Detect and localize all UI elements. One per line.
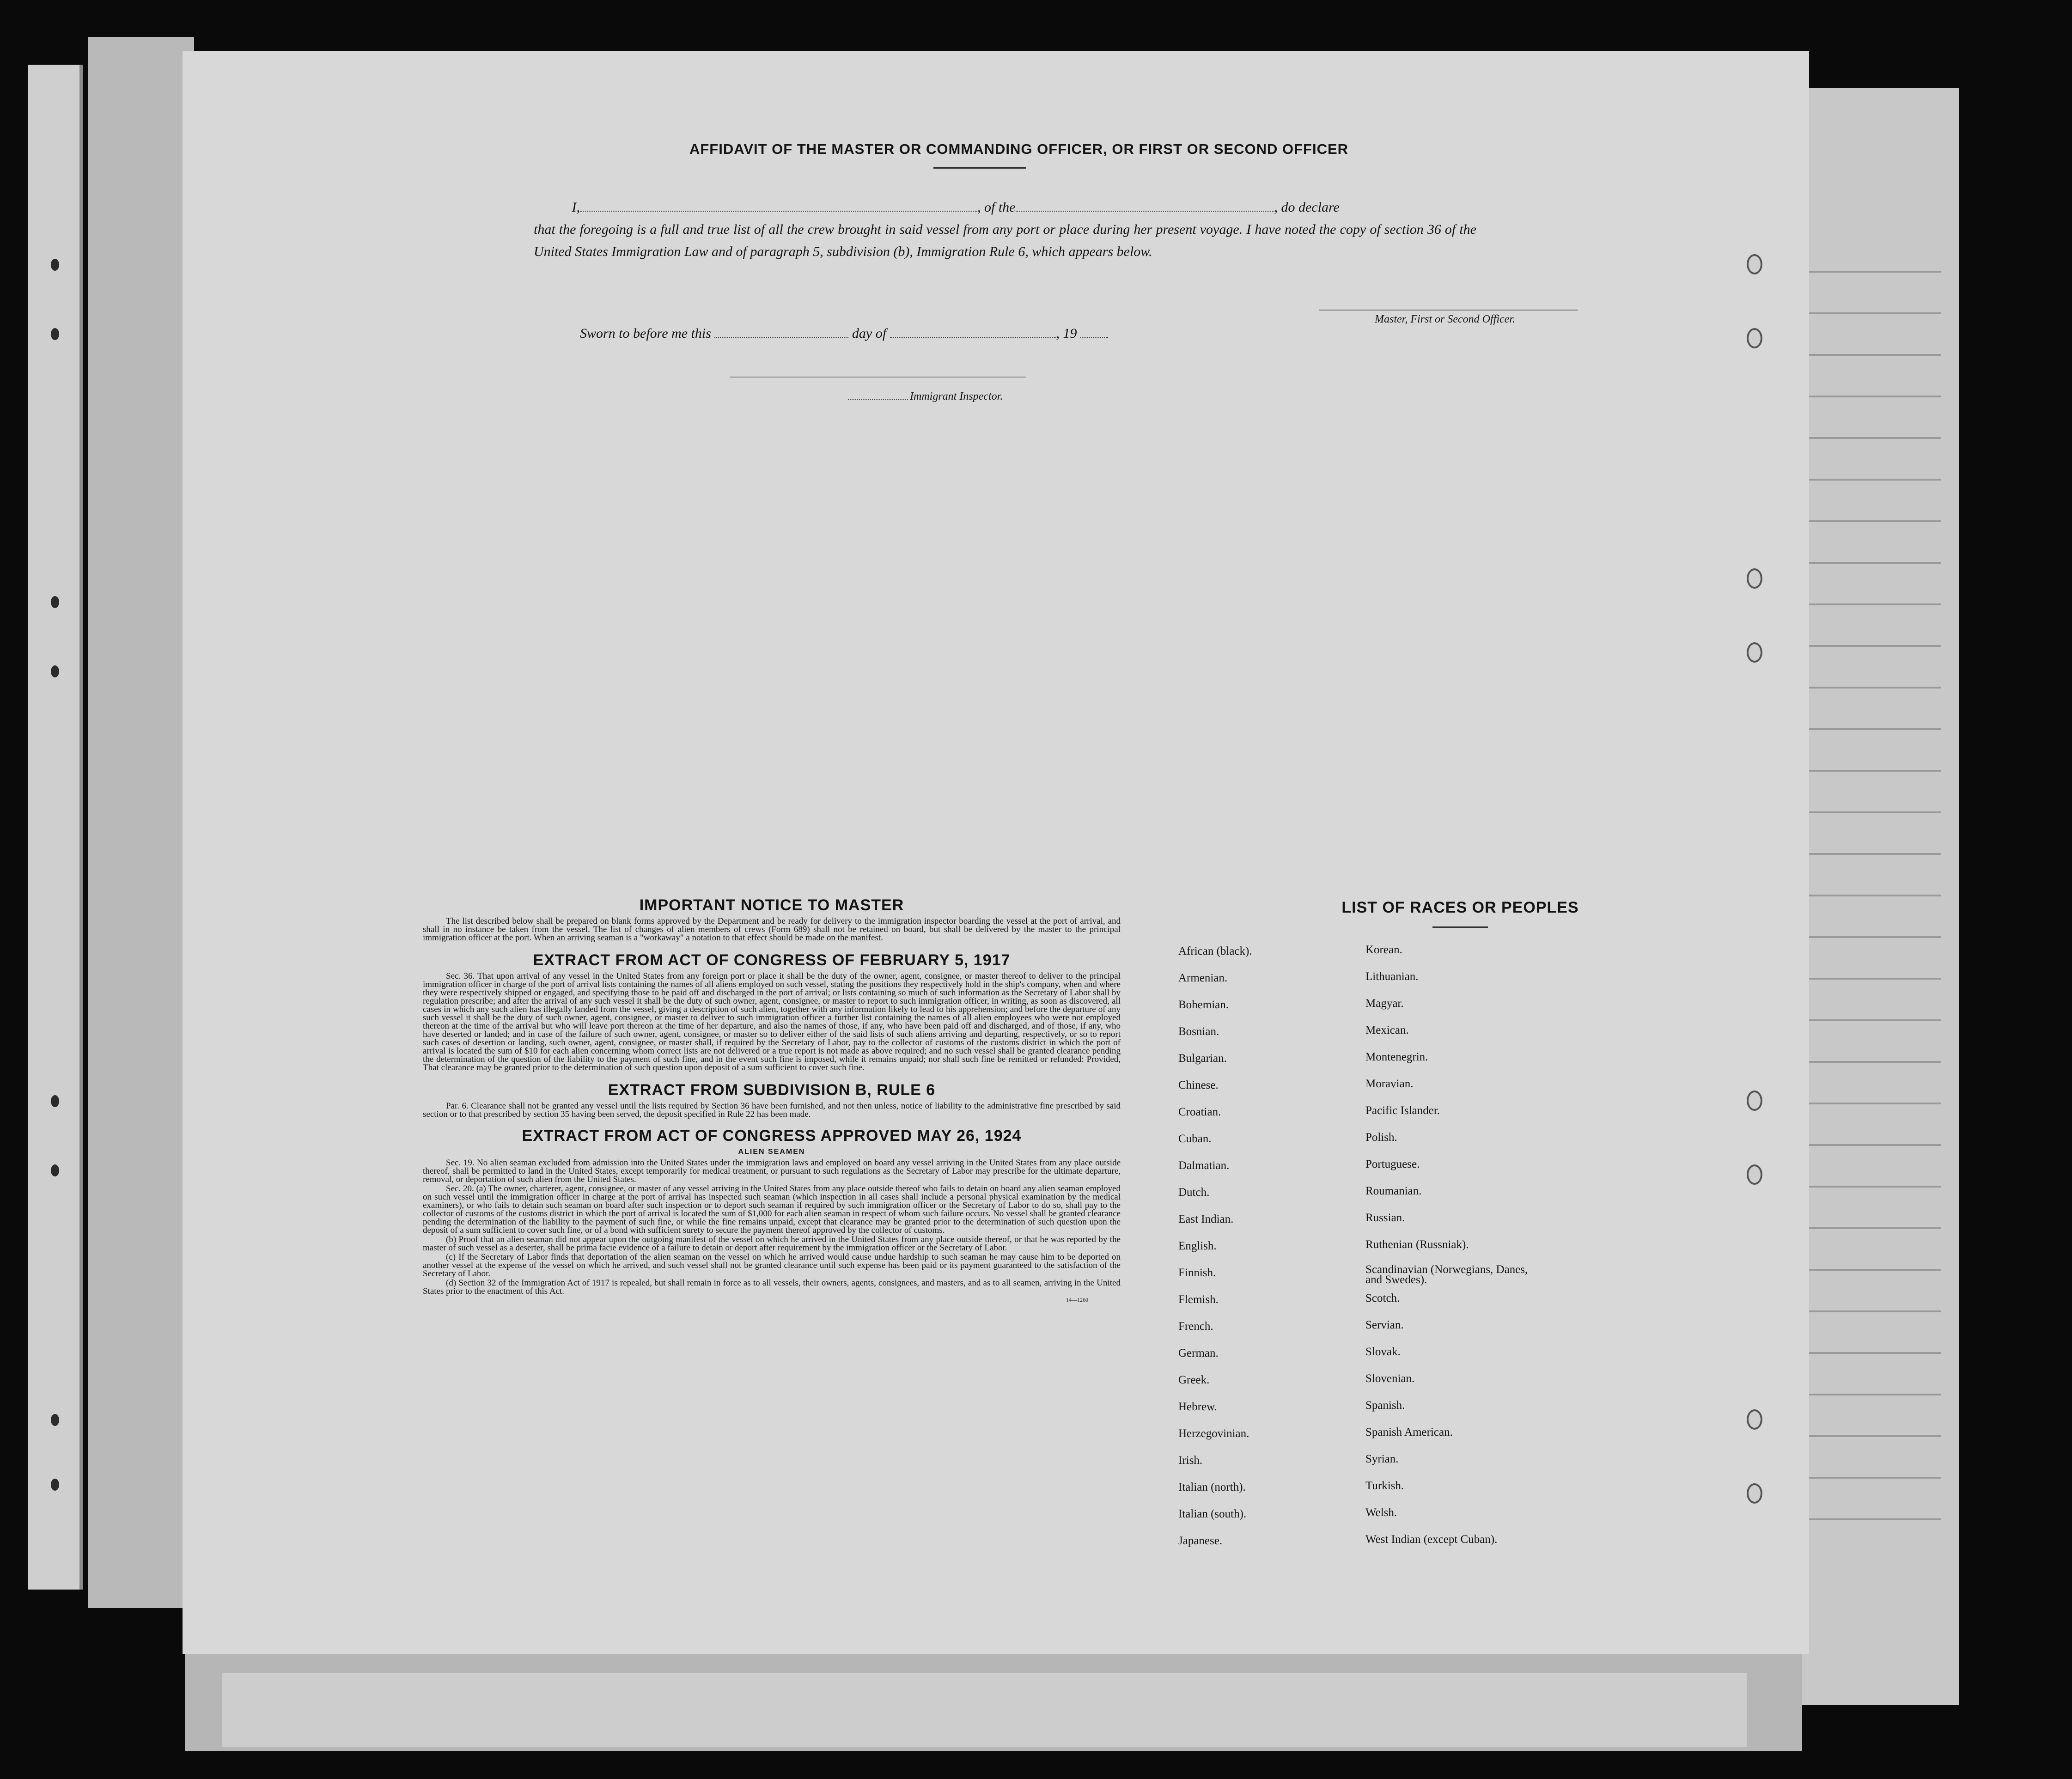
race-entry-right: Mexican. xyxy=(1365,1024,1409,1036)
race-row xyxy=(1178,972,1696,999)
binder-hole xyxy=(1747,568,1762,589)
binder-hole xyxy=(51,596,59,608)
alien-seamen-subtitle: ALIEN SEAMEN xyxy=(738,1148,805,1156)
binder-hole xyxy=(51,328,59,340)
of-the-label: , of the xyxy=(977,200,1016,215)
race-row xyxy=(1178,945,1696,972)
title-underline xyxy=(933,167,1026,169)
extract-rule6-title: EXTRACT FROM SUBDIVISION B, RULE 6 xyxy=(608,1081,936,1099)
binder-hole xyxy=(1747,642,1762,663)
binder-hole xyxy=(1747,328,1762,348)
race-row xyxy=(1178,1427,1696,1454)
sworn-month-blank[interactable] xyxy=(890,337,1056,338)
race-entry-right: Roumanian. xyxy=(1365,1185,1422,1197)
notice-text: The list described below shall be prepared on blank forms approved by the Department and be ready for delivery to the immigration inspector boarding the vessel at the port of arrival, and shall in no instance be taken from the vessel. The list of changes of alien members of crews (Form 689) shall not be retained on board, but shall be delivered by the master to the principal immigration officer at the port. When an arriving seaman is a "workaway" a notation to that effect should be made on the manifest. xyxy=(423,916,1121,943)
form-number: 14—1260 xyxy=(1066,1297,1088,1303)
race-entry-right: Ruthenian (Russniak). xyxy=(1365,1238,1469,1251)
inspector-signature-line[interactable] xyxy=(730,377,1026,378)
race-entry-left: German. xyxy=(1178,1347,1219,1359)
race-row xyxy=(1178,1293,1696,1320)
race-row xyxy=(1178,1263,1696,1293)
race-entry-right: Montenegrin. xyxy=(1365,1051,1428,1063)
race-row xyxy=(1178,1320,1696,1347)
sworn-line xyxy=(580,326,1108,341)
race-row xyxy=(1178,1186,1696,1213)
underlying-page-left-edge xyxy=(28,65,83,1590)
race-entry-right: Scandinavian (Norwegians, Danes, and Swedes). xyxy=(1365,1263,1528,1286)
race-entry-left: Herzegovinian. xyxy=(1178,1427,1249,1440)
race-entry-right: Russian. xyxy=(1365,1212,1405,1224)
race-row xyxy=(1178,1481,1696,1508)
binder-hole xyxy=(1747,1091,1762,1111)
race-row xyxy=(1178,1374,1696,1401)
extract-1924-sec20a: Sec. 20. (a) The owner, charterer, agent, consignee, or master of any vessel arriving in the United States from any place outside thereof who fails to detain on board any alien seaman employed on such vessel until the immigration officer in charge at the port of arrival has inspected such seaman (which inspection in all cases shall include a personal physical examination by the medical examiners), or who fails to detain such seaman on board after such inspection or to deport such seaman if required by such immigration officer or the Secretary of Labor to do so, shall pay to the collector of customs of the customs district in which the port of arrival is located the sum of $1,000 for each alien seaman in respect of whom such failure occurs. No vessel shall be granted clearance pending the determination of the liability to the payment of such fine, or while the fine remains unpaid, except that clearance may be granted prior to the determination of such question upon the deposit of a sum sufficient to cover such fine, or of a bond with sufficient surety to secure the payment thereof approved by the collector of customs. xyxy=(423,1184,1121,1235)
races-title: LIST OF RACES OR PEOPLES xyxy=(1341,899,1579,916)
inspector-blank[interactable] xyxy=(848,399,908,400)
signature-label: Master, First or Second Officer. xyxy=(1375,313,1515,325)
race-row xyxy=(1178,1079,1696,1106)
race-entry-left: Flemish. xyxy=(1178,1293,1219,1306)
race-entry-left: English. xyxy=(1178,1240,1217,1252)
inspector-line xyxy=(848,390,1003,403)
race-row xyxy=(1178,1159,1696,1186)
binder-hole xyxy=(51,1414,59,1426)
binder-hole xyxy=(1747,254,1762,274)
race-row xyxy=(1178,1347,1696,1374)
race-entry-right: Lithuanian. xyxy=(1365,970,1419,983)
races-list xyxy=(1178,945,1696,1561)
declaration-text: that the foregoing is a full and true list of all the crew brought in said vessel from any port or place during her present voyage. I have noted the copy of section 36 of the United States Immigration Law and of paragraph 5, subdivision (b), Immigration Rule 6, which appears below. xyxy=(534,222,1476,259)
race-row xyxy=(1178,1025,1696,1052)
race-entry-left: Chinese. xyxy=(1178,1079,1219,1091)
race-row xyxy=(1178,1454,1696,1481)
race-entry-left: Bulgarian. xyxy=(1178,1052,1227,1065)
binder-hole xyxy=(1747,1164,1762,1185)
race-entry-right: Slovenian. xyxy=(1365,1372,1415,1385)
race-entry-left: Armenian. xyxy=(1178,972,1228,984)
extract-1924-title: EXTRACT FROM ACT OF CONGRESS APPROVED MAY 26, 1924 xyxy=(522,1127,1022,1145)
race-entry-left: Dutch. xyxy=(1178,1186,1210,1199)
race-entry-left: Finnish. xyxy=(1178,1267,1216,1279)
race-entry-right: Polish. xyxy=(1365,1131,1397,1144)
sworn-year-blank[interactable] xyxy=(1080,337,1108,338)
races-title-underline xyxy=(1432,926,1488,928)
binder-hole xyxy=(51,1479,59,1491)
race-entry-left: Dalmatian. xyxy=(1178,1159,1230,1172)
race-entry-left: Greek. xyxy=(1178,1374,1210,1386)
race-row xyxy=(1178,1213,1696,1240)
officer-name-blank[interactable] xyxy=(580,211,977,212)
underlying-page-ruled-lines xyxy=(1788,231,1941,1525)
race-entry-left: Italian (south). xyxy=(1178,1508,1247,1520)
race-entry-left: East Indian. xyxy=(1178,1213,1234,1225)
affidavit-body xyxy=(534,196,1597,263)
race-row xyxy=(1178,1508,1696,1535)
inspector-label: Immigrant Inspector. xyxy=(910,390,1003,402)
binder-hole xyxy=(1747,1409,1762,1430)
race-entry-left: Irish. xyxy=(1178,1454,1203,1467)
year-label: , 19 xyxy=(1056,326,1077,341)
declaration-line xyxy=(534,196,1597,219)
race-entry-left: Japanese. xyxy=(1178,1535,1223,1547)
binder-hole xyxy=(51,1164,59,1176)
signature-line[interactable] xyxy=(1319,310,1578,311)
race-entry-left: Italian (north). xyxy=(1178,1481,1246,1493)
race-entry-right: Korean. xyxy=(1365,944,1402,956)
race-entry-left: Bosnian. xyxy=(1178,1025,1219,1038)
race-entry-right: West Indian (except Cuban). xyxy=(1365,1533,1498,1546)
do-declare-label: , do declare xyxy=(1274,200,1340,215)
race-entry-right: Slovak. xyxy=(1365,1346,1401,1358)
binder-hole xyxy=(51,259,59,271)
race-entry-right: Servian. xyxy=(1365,1319,1404,1331)
underlying-page-left xyxy=(88,37,194,1608)
race-entry-left: Bohemian. xyxy=(1178,999,1229,1011)
extract-1924-sec20b: (b) Proof that an alien seaman did not appear upon the outgoing manifest of the vessel on which he arrived in the United States from any place outside thereof, or that he was reported by the master of such vessel as a deserter, shall be prima facie evidence of a failure to detain or deport after requirement by the immigration officer or the Secretary of Labor. xyxy=(423,1235,1121,1253)
vessel-name-blank[interactable] xyxy=(1016,211,1274,212)
extract-1924-sec20d: (d) Section 32 of the Immigration Act of 1917 is repealed, but shall remain in force as to all vessels, their owners, agents, consignees, and masters, and as to all seamen, arriving in the United States prior to the enactment of this Act. xyxy=(423,1278,1121,1296)
binder-hole xyxy=(1747,1483,1762,1504)
race-entry-right: Spanish American. xyxy=(1365,1426,1453,1438)
notice-title: IMPORTANT NOTICE TO MASTER xyxy=(639,896,904,914)
race-entry-left: French. xyxy=(1178,1320,1213,1333)
extract-1924-sec19: Sec. 19. No alien seaman excluded from admission into the United States under the immigration laws and employed on board any vessel arriving in the United States from any place outside thereof, shall be permitted to land in the United States, except temporarily for medical treatment, or pursuant to such regulations as the Secretary of Labor may prescribe for the ultimate departure, removal, or deportation of such alien from the United States. xyxy=(423,1158,1121,1184)
sworn-date-blank[interactable] xyxy=(714,337,848,338)
race-row xyxy=(1178,1240,1696,1267)
race-entry-right: Pacific Islander. xyxy=(1365,1104,1440,1117)
sworn-label: Sworn to before me this xyxy=(580,326,711,341)
race-entry-right: Magyar. xyxy=(1365,997,1404,1010)
declarant-prefix: I, xyxy=(572,200,580,215)
race-entry-left: Croatian. xyxy=(1178,1106,1221,1118)
race-entry-right: Syrian. xyxy=(1365,1453,1399,1465)
race-entry-right: Spanish. xyxy=(1365,1399,1405,1412)
underlying-page-bottom-2 xyxy=(222,1673,1747,1747)
affidavit-title: AFFIDAVIT OF THE MASTER OR COMMANDING OFFICER, OR FIRST OR SECOND OFFICER xyxy=(689,141,1349,157)
race-row xyxy=(1178,1133,1696,1159)
form-sheet xyxy=(183,51,1809,1654)
race-row xyxy=(1178,1052,1696,1079)
race-entry-left: Cuban. xyxy=(1178,1133,1212,1145)
extract-1917-title: EXTRACT FROM ACT OF CONGRESS OF FEBRUARY 5, 1917 xyxy=(533,951,1011,969)
day-of-label: day of xyxy=(852,326,887,341)
race-entry-right: Moravian. xyxy=(1365,1078,1414,1090)
race-entry-right: Turkish. xyxy=(1365,1480,1404,1492)
race-row xyxy=(1178,1535,1696,1561)
race-entry-right: Welsh. xyxy=(1365,1506,1397,1519)
extract-1917-text: Sec. 36. That upon arrival of any vessel in the United States from any foreign port or place it shall be the duty of the owner, agent, consignee, or master thereof to deliver to the principal immigration officer in charge of the port of arrival lists containing the names of all aliens employed on such vessel, stating the positions they respectively hold in the ship's company, when and where they were respectively shipped or engaged, and specifying those to be paid off and discharged in the port of arrival; or lists containing so much of such information as the Secretary of Labor shall by regulation prescribe; and after the arrival of any such vessel it shall be the duty of such owner, agent, consignee, or master to report to such immigration officer, in writing, as soon as discovered, all cases in which any such alien has illegally landed from the vessel, giving a description of such alien, together with any information likely to lead to his apprehension; and before the departure of any such vessel it shall be the duty of such owner, agent, consignee, or master to deliver to such immigration officer a further list containing the names of all alien employees who were not employed thereon at the time of the arrival but who will leave port thereon at the time of her departure, and also the names of those, if any, who have been paid off and discharged, and of those, if any, who have deserted or landed; and in case of the failure of such owner, agent, consignee, or master so to deliver either of the said lists of such aliens arriving and departing, respectively, or so to report such cases of desertion or landing, such owner, agent, consignee, or master shall, if required by the Secretary of Labor, pay to the collector of customs of the customs district in which the port of arrival is located the sum of $10 for each alien concerning whom correct lists are not delivered or a true report is not made as above required; and no such vessel shall be granted clearance pending the determination of the question of the liability to the payment of such fine, and in the event such fine is imposed, while it remains unpaid; nor shall such fine be remitted or refunded: Provided, That clearance may be granted prior to the determination of such question upon deposit of a sum sufficient to cover such fine. xyxy=(423,971,1121,1072)
binder-hole xyxy=(51,1095,59,1107)
binder-hole xyxy=(51,665,59,677)
race-entry-left: Hebrew. xyxy=(1178,1401,1217,1413)
race-entry-right: Scotch. xyxy=(1365,1292,1400,1304)
race-row xyxy=(1178,999,1696,1025)
notice-column xyxy=(423,896,1121,1304)
race-entry-right: Portuguese. xyxy=(1365,1158,1420,1170)
race-entry-left: African (black). xyxy=(1178,945,1252,957)
extract-1924-sec20c: (c) If the Secretary of Labor finds that deportation of the alien seaman on the vessel on which he arrived would cause undue hardship to such seaman he may cause him to be deported on another vessel at the expense of the vessel on which he arrived, and such vessel shall not be granted clearance until such expense has been paid or its payment guaranteed to the satisfaction of the Secretary of Labor. xyxy=(423,1252,1121,1279)
extract-rule6-text: Par. 6. Clearance shall not be granted any vessel until the lists required by Section 36 have been furnished, and not then unless, notice of liability to the administrative fine prescribed by said section or to that prescribed by section 35 having been served, the deposit specified in Rule 22 has been made. xyxy=(423,1101,1121,1119)
race-row xyxy=(1178,1106,1696,1133)
race-row xyxy=(1178,1401,1696,1427)
